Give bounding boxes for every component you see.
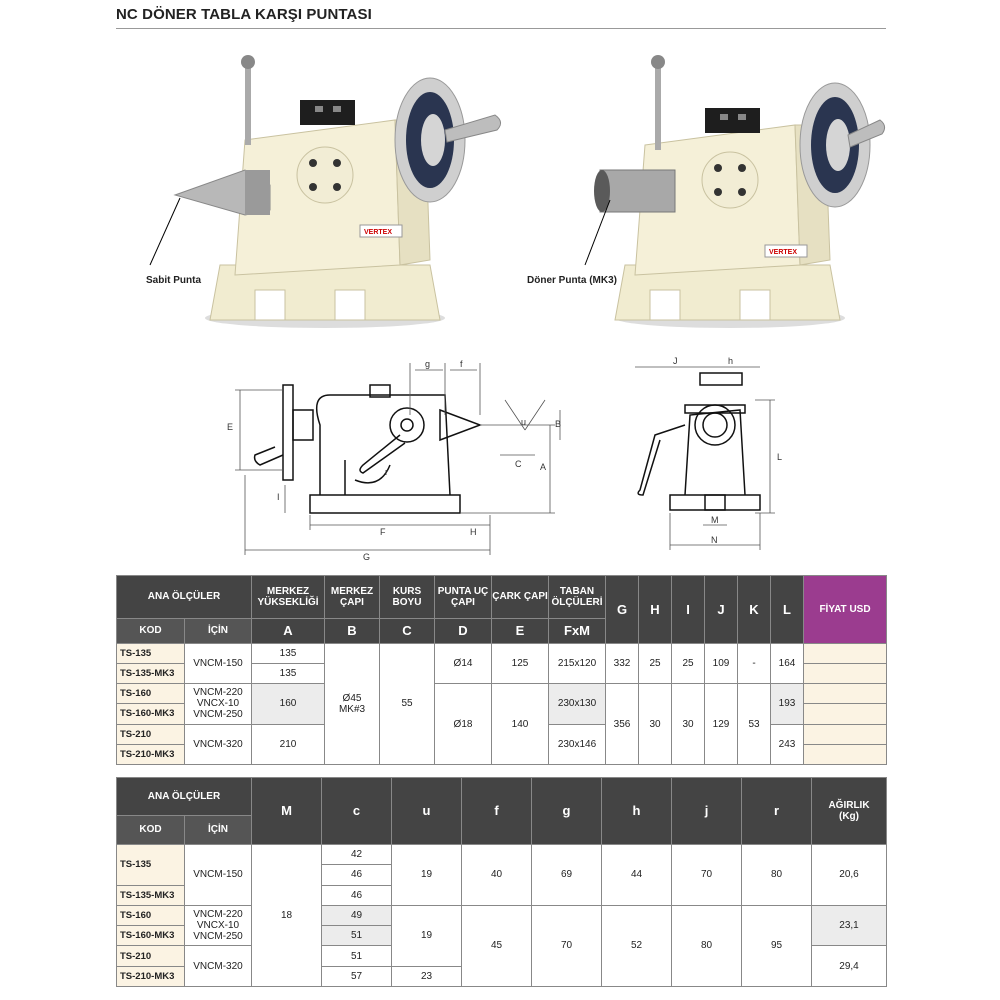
t1-h-kurs: KURS BOYU — [380, 576, 435, 619]
t1-col-icin: İÇİN — [185, 618, 252, 643]
t1-code: TS-210-MK3 — [117, 744, 185, 764]
t1-h-taban: TABAN ÖLÇÜLERİ — [549, 576, 606, 619]
dim-F: F — [380, 527, 386, 537]
t1-l-C: C — [380, 618, 435, 643]
tailstock-photo-fixed — [175, 50, 505, 330]
t1-h-merkez-yuk: MERKEZ YÜKSEKLİĞİ — [252, 576, 325, 619]
dim-r: r — [385, 467, 388, 477]
dim-J: J — [673, 356, 678, 366]
dim-N: N — [711, 535, 718, 545]
t1-cell-K: - — [738, 643, 771, 684]
dim-E: E — [227, 422, 234, 432]
t1-code: TS-210 — [117, 724, 185, 744]
t1-group-header: ANA ÖLÇÜLER — [117, 576, 252, 619]
t1-cell-E: 140 — [492, 684, 549, 765]
technical-drawing-front — [625, 355, 790, 555]
t2-icin — [185, 905, 252, 946]
t2-col-kod: KOD — [117, 815, 185, 844]
t1-price — [804, 744, 887, 764]
t1-cell-H: 25 — [639, 643, 672, 684]
t1-cell-D: Ø14 — [435, 643, 492, 684]
t1-cell-L: 193 — [771, 684, 804, 725]
t1-l-FxM: FxM — [549, 618, 606, 643]
t1-l-B: B — [325, 618, 380, 643]
technical-drawing-side — [215, 355, 560, 565]
t1-cell-E: 125 — [492, 643, 549, 684]
t2-h-kg-label: (Kg) — [839, 810, 859, 822]
t1-cell-B-line2: MK#3 — [338, 703, 366, 715]
dim-C: C — [515, 459, 522, 469]
t2-icin: VNCM-320 — [185, 946, 252, 987]
t1-icin: VNCM-320 — [185, 724, 252, 765]
t2-cell-c: 57 — [322, 966, 392, 986]
t1-cell-A: 135 — [252, 663, 325, 683]
t1-icin-line: VNCM-220 — [193, 687, 243, 699]
t2-code: TS-160-MK3 — [117, 926, 185, 946]
t1-h-punta: PUNTA UÇ ÇAPI — [435, 576, 492, 619]
t1-l-E: E — [492, 618, 549, 643]
t1-h-H: H — [639, 576, 672, 644]
t1-icin: VNCM-150 — [185, 643, 252, 684]
t2-h-r: r — [742, 778, 812, 845]
t2-h-f: f — [462, 778, 532, 845]
t2-code: TS-135 — [117, 844, 185, 885]
t1-code: TS-160-MK3 — [117, 704, 185, 724]
t1-cell-C: 55 — [380, 643, 435, 765]
t1-cell-J: 109 — [705, 643, 738, 684]
t2-code: TS-210 — [117, 946, 185, 966]
t1-cell-I: 25 — [672, 643, 705, 684]
dim-I: I — [277, 492, 280, 502]
t1-l-D: D — [435, 618, 492, 643]
t2-cell-j: 70 — [672, 844, 742, 905]
t2-cell-r: 95 — [742, 905, 812, 986]
t1-cell-FxM: 215x120 — [549, 643, 606, 684]
title-divider — [116, 28, 886, 29]
t2-icin-line: VNCX-10 — [196, 920, 240, 932]
dim-B: B — [555, 419, 562, 429]
t2-code: TS-160 — [117, 905, 185, 925]
t2-h-agirlik — [812, 778, 887, 845]
t2-cell-weight: 23,1 — [812, 905, 887, 946]
t2-cell-weight: 20,6 — [812, 844, 887, 905]
t1-price — [804, 684, 887, 704]
t1-price — [804, 724, 887, 744]
t2-h-u: u — [392, 778, 462, 845]
t1-cell-B — [325, 643, 380, 765]
t2-cell-h: 52 — [602, 905, 672, 986]
t2-h-agirlik-label: AĞIRLIK — [828, 799, 870, 811]
t1-h-J: J — [705, 576, 738, 644]
t2-cell-u: 19 — [392, 844, 462, 905]
t1-cell-B-line1: Ø45 — [342, 692, 362, 704]
dim-A: A — [540, 462, 547, 472]
t2-icin-line: VNCM-250 — [193, 931, 243, 943]
t1-cell-A: 135 — [252, 643, 325, 663]
t1-cell-FxM: 230x130 — [549, 684, 606, 725]
t1-price — [804, 704, 887, 724]
t1-cell-A: 160 — [252, 684, 325, 725]
t1-cell-G: 332 — [606, 643, 639, 684]
tailstock-photo-rotary — [590, 50, 890, 330]
t2-cell-u: 19 — [392, 905, 462, 966]
t1-cell-H: 30 — [639, 684, 672, 765]
page-title: NC DÖNER TABLA KARŞI PUNTASI — [116, 6, 372, 23]
t1-price — [804, 663, 887, 683]
t2-cell-f: 40 — [462, 844, 532, 905]
t1-code: TS-135-MK3 — [117, 663, 185, 683]
spec-table-main — [116, 575, 887, 765]
t2-icin-line: VNCM-220 — [193, 909, 243, 921]
t2-h-h: h — [602, 778, 672, 845]
t2-cell-j: 80 — [672, 905, 742, 986]
dim-u: u — [521, 417, 527, 427]
t2-cell-c: 51 — [322, 946, 392, 966]
t1-h-L: L — [771, 576, 804, 644]
t2-cell-M: 18 — [252, 844, 322, 986]
t1-icin-line: VNCX-10 — [196, 698, 240, 710]
t1-cell-J: 129 — [705, 684, 738, 765]
spec-table-secondary — [116, 777, 887, 987]
t1-code: TS-160 — [117, 684, 185, 704]
t1-h-fiyat: FİYAT USD — [804, 576, 887, 644]
t2-code: TS-210-MK3 — [117, 966, 185, 986]
t2-icin: VNCM-150 — [185, 844, 252, 905]
t1-cell-L: 164 — [771, 643, 804, 684]
t2-h-j: j — [672, 778, 742, 845]
t2-cell-c: 49 — [322, 905, 392, 925]
t1-cell-G: 356 — [606, 684, 639, 765]
dim-L: L — [777, 452, 783, 462]
t1-code: TS-135 — [117, 643, 185, 663]
dim-g: g — [425, 359, 431, 369]
t2-cell-c: 51 — [322, 926, 392, 946]
t2-cell-h: 44 — [602, 844, 672, 905]
t2-col-icin: İÇİN — [185, 815, 252, 844]
t1-cell-A: 210 — [252, 724, 325, 765]
t2-h-c: c — [322, 778, 392, 845]
t1-cell-FxM: 230x146 — [549, 724, 606, 765]
dim-M: M — [711, 515, 719, 525]
t1-h-cark: ÇARK ÇAPI — [492, 576, 549, 619]
t1-cell-K: 53 — [738, 684, 771, 765]
t1-cell-D: Ø18 — [435, 684, 492, 765]
dim-h: h — [728, 356, 734, 366]
brand-label-1: VERTEX — [364, 229, 393, 236]
brand-label-2: VERTEX — [769, 249, 798, 256]
t1-h-I: I — [672, 576, 705, 644]
dim-G: G — [363, 552, 371, 562]
t2-cell-c: 42 — [322, 844, 392, 864]
t2-code: TS-135-MK3 — [117, 885, 185, 905]
t1-price — [804, 643, 887, 663]
dim-H: H — [470, 527, 477, 537]
t2-cell-f: 45 — [462, 905, 532, 986]
t1-h-merkez-cap: MERKEZ ÇAPI — [325, 576, 380, 619]
t1-l-A: A — [252, 618, 325, 643]
t2-h-g: g — [532, 778, 602, 845]
t2-cell-u: 23 — [392, 966, 462, 986]
t2-group-header: ANA ÖLÇÜLER — [117, 778, 252, 816]
t1-cell-I: 30 — [672, 684, 705, 765]
t2-cell-c: 46 — [322, 865, 392, 885]
t2-cell-g: 70 — [532, 905, 602, 986]
t2-h-M: M — [252, 778, 322, 845]
t2-cell-r: 80 — [742, 844, 812, 905]
dim-f: f — [460, 359, 463, 369]
t2-cell-g: 69 — [532, 844, 602, 905]
t1-icin-line: VNCM-250 — [193, 709, 243, 721]
t1-cell-L: 243 — [771, 724, 804, 765]
callout-sabit-punta: Sabit Punta — [146, 275, 202, 286]
t1-h-K: K — [738, 576, 771, 644]
t2-cell-c: 46 — [322, 885, 392, 905]
t1-icin — [185, 684, 252, 725]
t1-col-kod: KOD — [117, 618, 185, 643]
t2-cell-weight: 29,4 — [812, 946, 887, 987]
callout-doner-punta: Döner Punta (MK3) — [527, 275, 617, 286]
t1-h-G: G — [606, 576, 639, 644]
